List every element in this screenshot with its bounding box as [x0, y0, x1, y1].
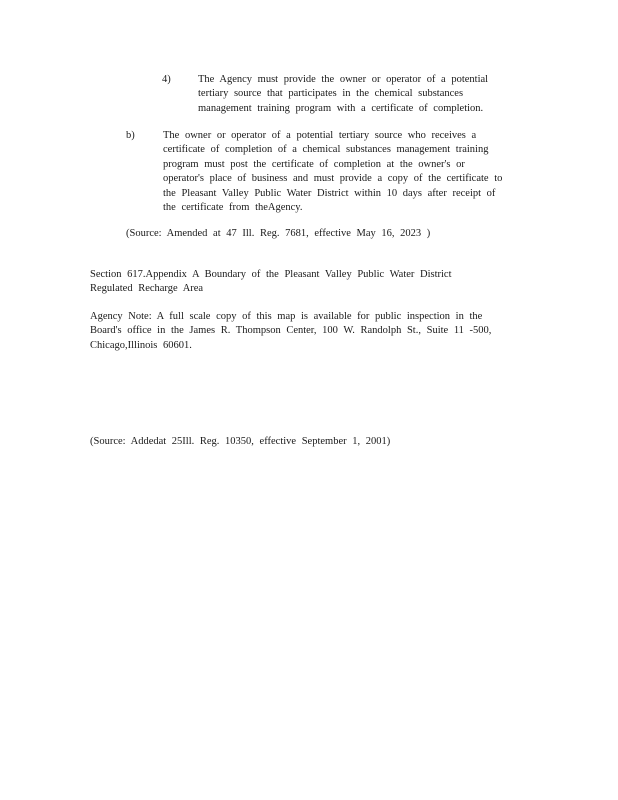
list-label: b) — [126, 130, 135, 141]
source-note-added: (Source: Addedat 25Ill. Reg. 10350, effective September 1, 2001) — [90, 436, 391, 447]
list-item-text: The owner or operator of a potential tertiary source who receives a certificate of completion of a chemical substances management training program must post the certificate of completion at the owner's or operator's place of business and must provide a copy of the certificate to the Pleasant Valley Public Water District within 10 days after receipt of the certificate from theAgency. — [163, 130, 503, 214]
source-note-amended: (Source: Amended at 47 Ill. Reg. 7681, effective May 16, 2023 ) — [126, 228, 431, 239]
list-item-text: The Agency must provide the owner or operator of a potential tertiary source that participates in the chemical substances management training program with a certificate of completion. — [198, 74, 489, 114]
list-label: 4) — [162, 74, 171, 85]
section-heading: Section 617.Appendix A Boundary of the Pleasant Valley Public Water District Regulated Recharge Area — [90, 269, 452, 295]
agency-note: Agency Note: A full scale copy of this map is available for public inspection in the Board's office in the James R. Thompson Center, 100 W. Randolph St., Suite 11 -500, Chicago,Illinois 60601. — [90, 311, 492, 351]
list-item-b — [126, 129, 502, 215]
list-item-4 — [162, 73, 488, 116]
